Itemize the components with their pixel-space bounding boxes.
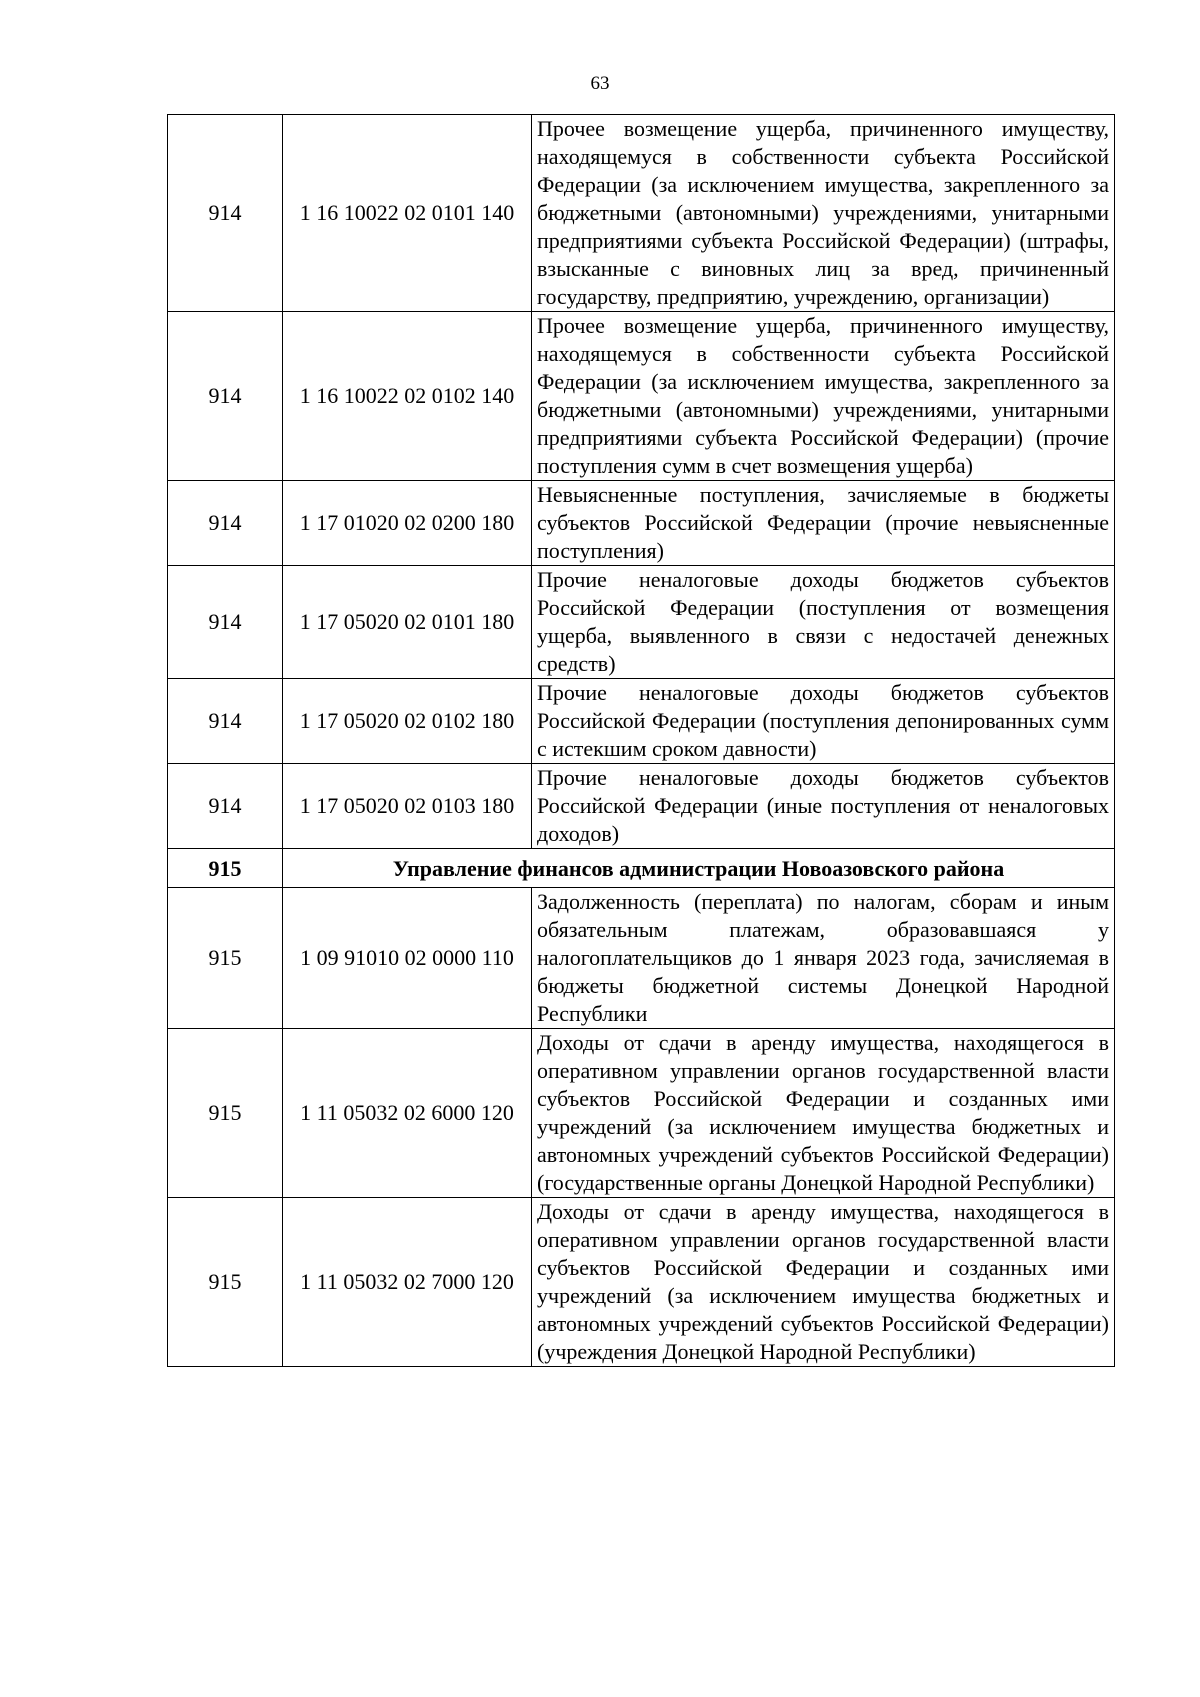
- revenue-name-cell: Прочее возмещение ущерба, причиненного имуществу, находящемуся в собственности субъекта Российской Федерации (за исключением имущества, закрепленного за бюджетными (автономными) учреждениями, унитарными предприятиями субъекта Российской Федерации) (штрафы, взысканные с виновных лиц за вред, причиненный государству, предприятию, учреждению, организации): [532, 115, 1115, 312]
- table-row: [168, 764, 1115, 849]
- table-row: [168, 312, 1115, 481]
- admin-code-cell: 914: [168, 115, 283, 312]
- revenue-name-cell: Задолженность (переплата) по налогам, сборам и иным обязательным платежам, образовавшаяся у налогоплательщиков до 1 января 2023 года, зачисляемая в бюджеты бюджетной системы Донецкой Народной Республики: [532, 888, 1115, 1029]
- admin-code-cell: 914: [168, 679, 283, 764]
- budget-code-cell: 1 11 05032 02 7000 120: [283, 1198, 532, 1367]
- admin-code-cell: 914: [168, 481, 283, 566]
- budget-code-cell: 1 17 05020 02 0102 180: [283, 679, 532, 764]
- budget-code-cell: 1 17 05020 02 0103 180: [283, 764, 532, 849]
- revenue-codes-table: [167, 114, 1115, 1367]
- admin-code-cell: 915: [168, 1198, 283, 1367]
- budget-code-cell: 1 17 05020 02 0101 180: [283, 566, 532, 679]
- budget-code-cell: 1 09 91010 02 0000 110: [283, 888, 532, 1029]
- revenue-name-cell: Прочие неналоговые доходы бюджетов субъектов Российской Федерации (иные поступления от неналоговых доходов): [532, 764, 1115, 849]
- budget-code-cell: 1 17 01020 02 0200 180: [283, 481, 532, 566]
- table-row: [168, 1029, 1115, 1198]
- revenue-name-cell: Доходы от сдачи в аренду имущества, находящегося в оперативном управлении органов государственной власти субъектов Российской Федерации и созданных ими учреждений (за исключением имущества бюджетных и автономных учреждений субъектов Российской Федерации) (учреждения Донецкой Народной Республики): [532, 1198, 1115, 1367]
- page-number: 63: [590, 73, 610, 94]
- table-row: [168, 566, 1115, 679]
- table-row: [168, 115, 1115, 312]
- revenue-name-cell: Прочие неналоговые доходы бюджетов субъектов Российской Федерации (поступления от возмещения ущерба, выявленного в связи с недостачей денежных средств): [532, 566, 1115, 679]
- section-admin-code: 915: [168, 849, 283, 888]
- revenue-name-cell: Прочие неналоговые доходы бюджетов субъектов Российской Федерации (поступления депонированных сумм с истекшим сроком давности): [532, 679, 1115, 764]
- admin-code-cell: 914: [168, 566, 283, 679]
- section-title: Управление финансов администрации Новоазовского района: [283, 849, 1115, 888]
- revenue-name-cell: Доходы от сдачи в аренду имущества, находящегося в оперативном управлении органов государственной власти субъектов Российской Федерации и созданных ими учреждений (за исключением имущества бюджетных и автономных учреждений субъектов Российской Федерации) (государственные органы Донецкой Народной Республики): [532, 1029, 1115, 1198]
- budget-code-cell: 1 16 10022 02 0101 140: [283, 115, 532, 312]
- table-row: [168, 888, 1115, 1029]
- section-header-row: [168, 849, 1115, 888]
- admin-code-cell: 914: [168, 764, 283, 849]
- admin-code-cell: 914: [168, 312, 283, 481]
- table-row: [168, 679, 1115, 764]
- budget-code-cell: 1 16 10022 02 0102 140: [283, 312, 532, 481]
- admin-code-cell: 915: [168, 888, 283, 1029]
- admin-code-cell: 915: [168, 1029, 283, 1198]
- budget-code-cell: 1 11 05032 02 6000 120: [283, 1029, 532, 1198]
- table-row: [168, 481, 1115, 566]
- revenue-name-cell: Невыясненные поступления, зачисляемые в бюджеты субъектов Российской Федерации (прочие невыясненные поступления): [532, 481, 1115, 566]
- revenue-name-cell: Прочее возмещение ущерба, причиненного имуществу, находящемуся в собственности субъекта Российской Федерации (за исключением имущества, закрепленного за бюджетными (автономными) учреждениями, унитарными предприятиями субъекта Российской Федерации) (прочие поступления сумм в счет возмещения ущерба): [532, 312, 1115, 481]
- table-row: [168, 1198, 1115, 1367]
